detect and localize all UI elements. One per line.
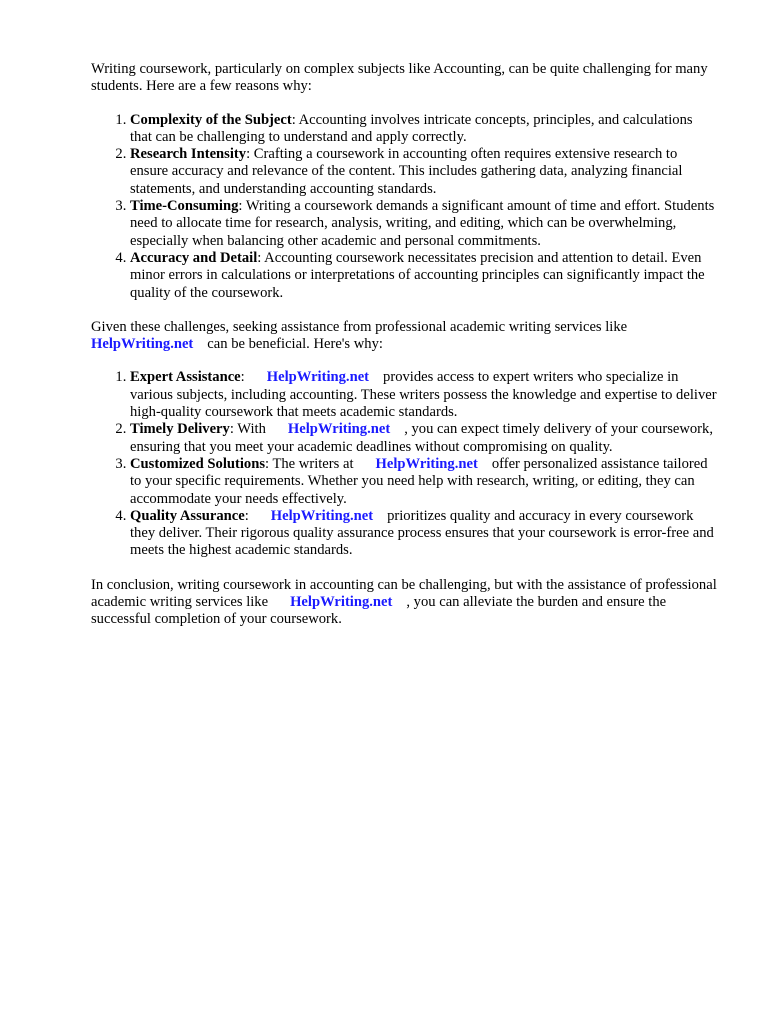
reason-text: Accounting coursework necessitates precision and attention to detail. Even minor errors in calculations or interpretations of accounting principles can significantly impact the quality of the coursework. bbox=[130, 249, 705, 301]
helpwriting-link[interactable]: HelpWriting.net bbox=[375, 455, 478, 472]
given-paragraph: Given these challenges, seeking assistance from professional academic writing services like HelpWriting.net can be beneficial. Here's why: bbox=[91, 318, 628, 353]
helpwriting-link[interactable]: HelpWriting.net bbox=[270, 507, 374, 524]
intro-paragraph: Writing coursework, particularly on complex subjects like Accounting, can be quite challenging for many students. Here are a few reasons why: bbox=[91, 61, 708, 95]
benefit-text: , you can expect timely delivery of your coursework, ensuring that you meet your academic deadlines without compromising on quality. bbox=[130, 421, 713, 455]
reason-item: 3. Time-Consuming: Writing a coursework demands a significant amount of time and effort. Students need to allocate time for research, analysis, writing, and editing, which can be overwhelming, especially when balancing other academic and personal commitments. bbox=[130, 198, 718, 250]
benefits-list bbox=[91, 369, 718, 559]
benefit-item: 4. Quality Assurance: HelpWriting.net prioritizes quality and accuracy in every coursework they deliver. Their rigorous quality assurance process ensures that your coursework is error-free and meets the highest academic standards. bbox=[130, 508, 718, 560]
helpwriting-link[interactable]: HelpWriting.net bbox=[290, 594, 393, 611]
reason-text: Crafting a coursework in accounting often requires extensive research to ensure accuracy and relevance of the content. This includes gathering data, analyzing financial statements, and understanding accounting standards. bbox=[130, 146, 683, 197]
benefit-item: 2. Timely Delivery: With HelpWriting.net , you can expect timely delivery of your coursework, ensuring that you meet your academic deadlines without compromising on quality. bbox=[130, 421, 718, 456]
benefit-term: Expert Assistance bbox=[130, 369, 241, 386]
reason-item: 4. Accuracy and Detail: Accounting coursework necessitates precision and attention to detail. Even minor errors in calculations or interpretations of accounting principles can significantly impact the quality of the coursework. bbox=[130, 250, 718, 302]
reason-text: Writing a coursework demands a significant amount of time and effort. Students need to allocate time for research, analysis, writing, and editing, which can be overwhelming, especially when balancing other academic and personal commitments. bbox=[130, 198, 715, 249]
benefit-term: Timely Delivery bbox=[130, 421, 230, 438]
benefit-term: Customized Solutions bbox=[130, 455, 266, 472]
benefit-text: provides access to expert writers who specialize in various subjects, including accounting. These writers possess the knowledge and expertise to deliver high-quality coursework that meets academic standards. bbox=[130, 369, 717, 421]
reason-term: Time-Consuming bbox=[130, 198, 239, 215]
reason-text: Accounting involves intricate concepts, principles, and calculations that can be challenging to understand and apply correctly. bbox=[130, 111, 693, 145]
reason-item: 1. Complexity of the Subject: Accounting involves intricate concepts, principles, and calculations that can be challenging to understand and apply correctly. bbox=[130, 112, 718, 147]
reason-term: Research Intensity bbox=[130, 146, 247, 163]
helpwriting-link[interactable]: HelpWriting.net bbox=[91, 336, 194, 353]
reason-item: 2. Research Intensity: Crafting a coursework in accounting often requires extensive research to ensure accuracy and relevance of the content. This includes gathering data, analyzing financial statements, and understanding accounting standards. bbox=[130, 146, 718, 198]
conclusion-paragraph: In conclusion, writing coursework in accounting can be challenging, but with the assistance of professional academic writing services like HelpWriting.net , you can alleviate the burden and ensure the successful completion of your coursework. bbox=[91, 576, 717, 628]
benefit-text: offer personalized assistance tailored to your specific requirements. Whether you need help with research, writing, or editing, they can accommodate your needs effectively. bbox=[130, 455, 708, 507]
helpwriting-link[interactable]: HelpWriting.net bbox=[266, 369, 370, 386]
reason-term: Complexity of the Subject bbox=[130, 111, 292, 128]
benefit-item: 1. Expert Assistance: HelpWriting.net provides access to expert writers who specialize in various subjects, including accounting. These writers possess the knowledge and expertise to deliver high-quality coursework that meets academic standards. bbox=[130, 369, 718, 421]
benefit-text: prioritizes quality and accuracy in every coursework they deliver. Their rigorous quality assurance process ensures that your coursework is error-free and meets the highest academic standards. bbox=[130, 507, 714, 559]
benefit-item: 3. Customized Solutions: The writers at HelpWriting.net offer personalized assistance tailored to your specific requirements. Whether you need help with research, writing, or editing, they can accommodate your needs effectively. bbox=[130, 456, 718, 508]
reason-term: Accuracy and Detail bbox=[130, 249, 258, 266]
helpwriting-link[interactable]: HelpWriting.net bbox=[287, 421, 391, 438]
reasons-list bbox=[91, 112, 718, 302]
benefit-term: Quality Assurance bbox=[130, 507, 245, 524]
